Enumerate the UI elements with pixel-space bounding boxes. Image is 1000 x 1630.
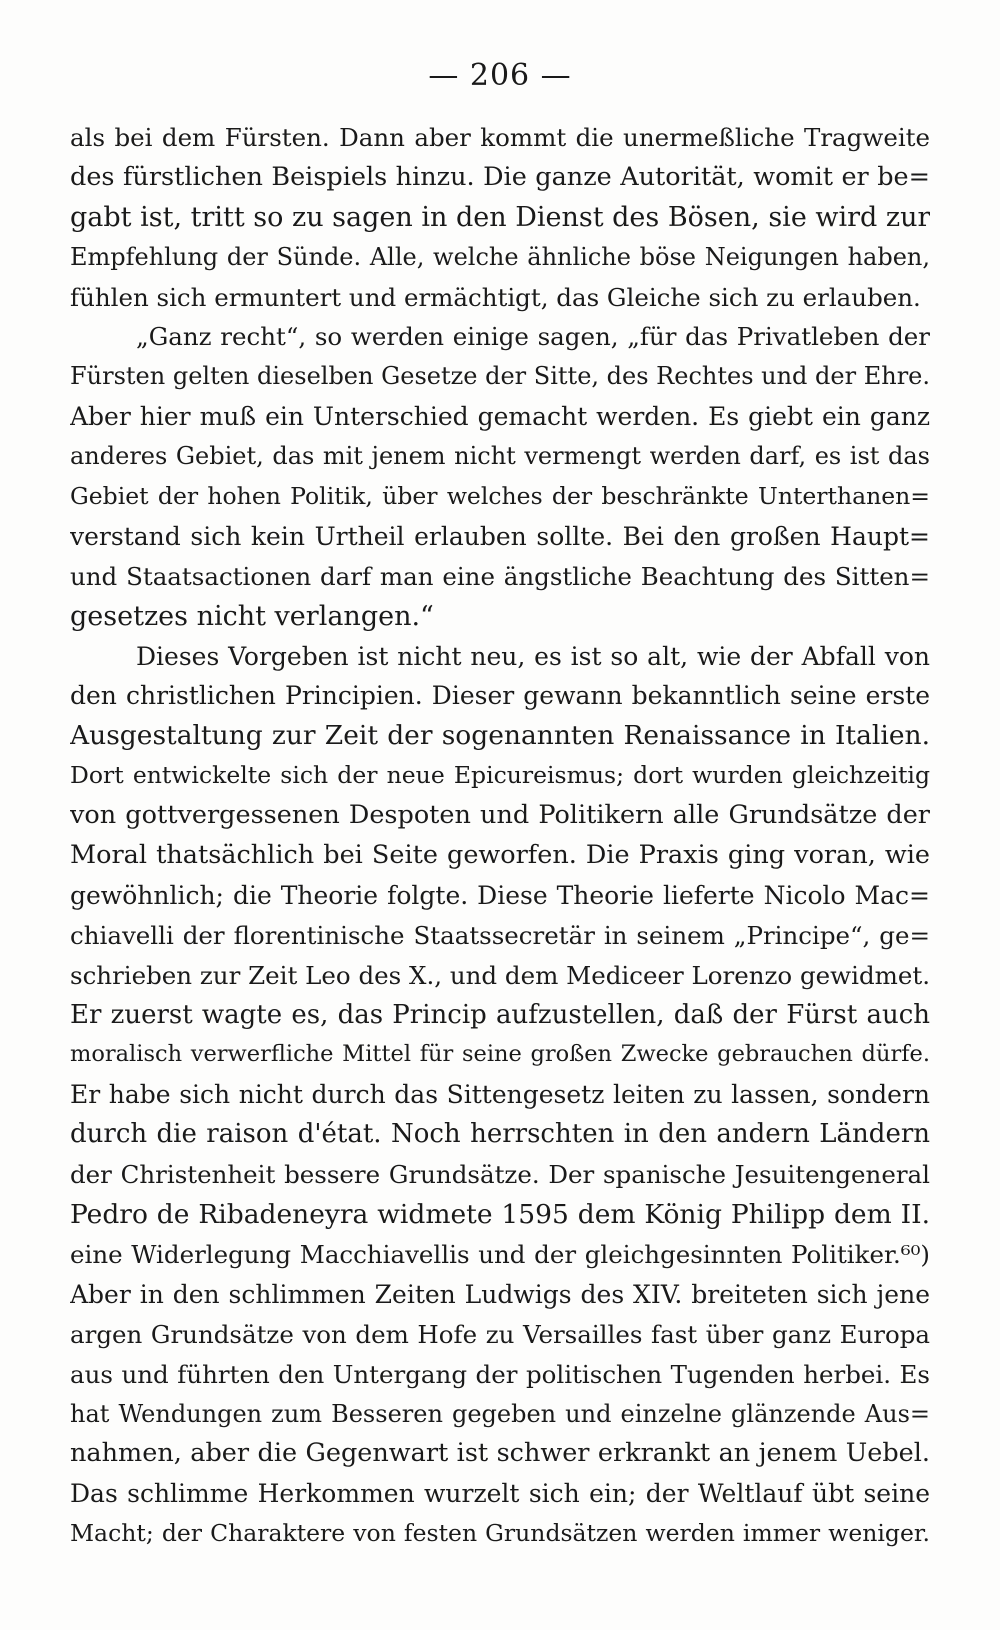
text-line: verstand sich kein Urtheil erlauben sollte. Bei den großen Haupt= xyxy=(70,521,930,551)
text-line: gabt ist, tritt so zu sagen in den Dienst des Bösen, sie wird zur xyxy=(70,201,930,233)
text-line: fühlen sich ermuntert und ermächtigt, das Gleiche sich zu erlauben. xyxy=(70,282,921,312)
text-line: Ausgestaltung zur Zeit der sogenannten Renaissance in Italien. xyxy=(70,720,930,752)
text-line: gewöhnlich; die Theorie folgte. Diese Theorie lieferte Nicolo Mac= xyxy=(70,880,930,910)
text-line: Er zuerst wagte es, das Princip aufzustellen, daß der Fürst auch xyxy=(70,999,930,1030)
text-line: der Christenheit bessere Grundsätze. Der spanische Jesuitengeneral xyxy=(70,1160,930,1190)
text-line: den christlichen Principien. Dieser gewann bekanntlich seine erste xyxy=(70,681,930,711)
text-line: Gebiet der hohen Politik, über welches der beschränkte Unterthanen= xyxy=(70,482,930,511)
text-line: schrieben zur Zeit Leo des X., und dem Mediceer Lorenzo gewidmet. xyxy=(70,960,930,990)
text-line: eine Widerlegung Macchiavellis und der gleichgesinnten Politiker.⁶⁰) xyxy=(70,1239,930,1269)
text-line: anderes Gebiet, das mit jenem nicht vermengt werden darf, es ist das xyxy=(70,442,930,471)
text-line: als bei dem Fürsten. Dann aber kommt die unermeßliche Tragweite xyxy=(70,123,930,152)
text-line: Macht; der Charaktere von festen Grundsätzen werden immer weniger. xyxy=(70,1519,930,1548)
text-line: von gottvergessenen Despoten und Politikern alle Grundsätze der xyxy=(70,800,930,831)
text-line: Dieses Vorgeben ist nicht neu, es ist so alt, wie der Abfall von xyxy=(136,641,930,671)
text-line: Empfehlung der Sünde. Alle, welche ähnliche böse Neigungen haben, xyxy=(70,242,930,271)
text-line: durch die raison d'état. Noch herrschten in den andern Ländern xyxy=(70,1119,930,1150)
text-line: Das schlimme Herkommen wurzelt sich ein; der Weltlauf übt seine xyxy=(70,1479,930,1509)
text-line: Pedro de Ribadeneyra widmete 1595 dem König Philipp dem II. xyxy=(70,1199,930,1231)
text-line: „Ganz recht“, so werden einige sagen, „für das Privatleben der xyxy=(136,322,930,352)
text-line: Fürsten gelten dieselben Gesetze der Sitte, des Rechtes und der Ehre. xyxy=(70,362,930,391)
text-line: nahmen, aber die Gegenwart ist schwer erkrankt an jenem Uebel. xyxy=(70,1438,930,1469)
text-line: und Staatsactionen darf man eine ängstliche Beachtung des Sitten= xyxy=(70,561,930,591)
text-line: Moral thatsächlich bei Seite geworfen. Die Praxis ging voran, wie xyxy=(70,840,930,871)
text-line: aus und führten den Untergang der politischen Tugenden herbei. Es xyxy=(70,1359,930,1389)
body-text xyxy=(70,118,930,1554)
text-line: moralisch verwerfliche Mittel für seine großen Zwecke gebrauchen dürfe. xyxy=(70,1041,930,1068)
text-line: gesetzes nicht verlangen.“ xyxy=(70,600,434,632)
text-line: Aber hier muß ein Unterschied gemacht werden. Es giebt ein ganz xyxy=(70,402,930,432)
page-number: — 206 — xyxy=(428,58,572,93)
text-line: des fürstlichen Beispiels hinzu. Die ganze Autorität, womit er be= xyxy=(70,161,930,192)
text-line: Dort entwickelte sich der neue Epicureismus; dort wurden gleichzeitig xyxy=(70,761,930,790)
text-line: hat Wendungen zum Besseren gegeben und einzelne glänzende Aus= xyxy=(70,1399,930,1428)
text-line: argen Grundsätze von dem Hofe zu Versailles fast über ganz Europa xyxy=(70,1319,930,1349)
text-line: chiavelli der florentinische Staatssecretär in seinem „Principe“, ge= xyxy=(70,920,930,950)
text-line: Aber in den schlimmen Zeiten Ludwigs des XIV. breiteten sich jene xyxy=(70,1279,930,1309)
text-line: Er habe sich nicht durch das Sittengesetz leiten zu lassen, sondern xyxy=(70,1080,930,1110)
